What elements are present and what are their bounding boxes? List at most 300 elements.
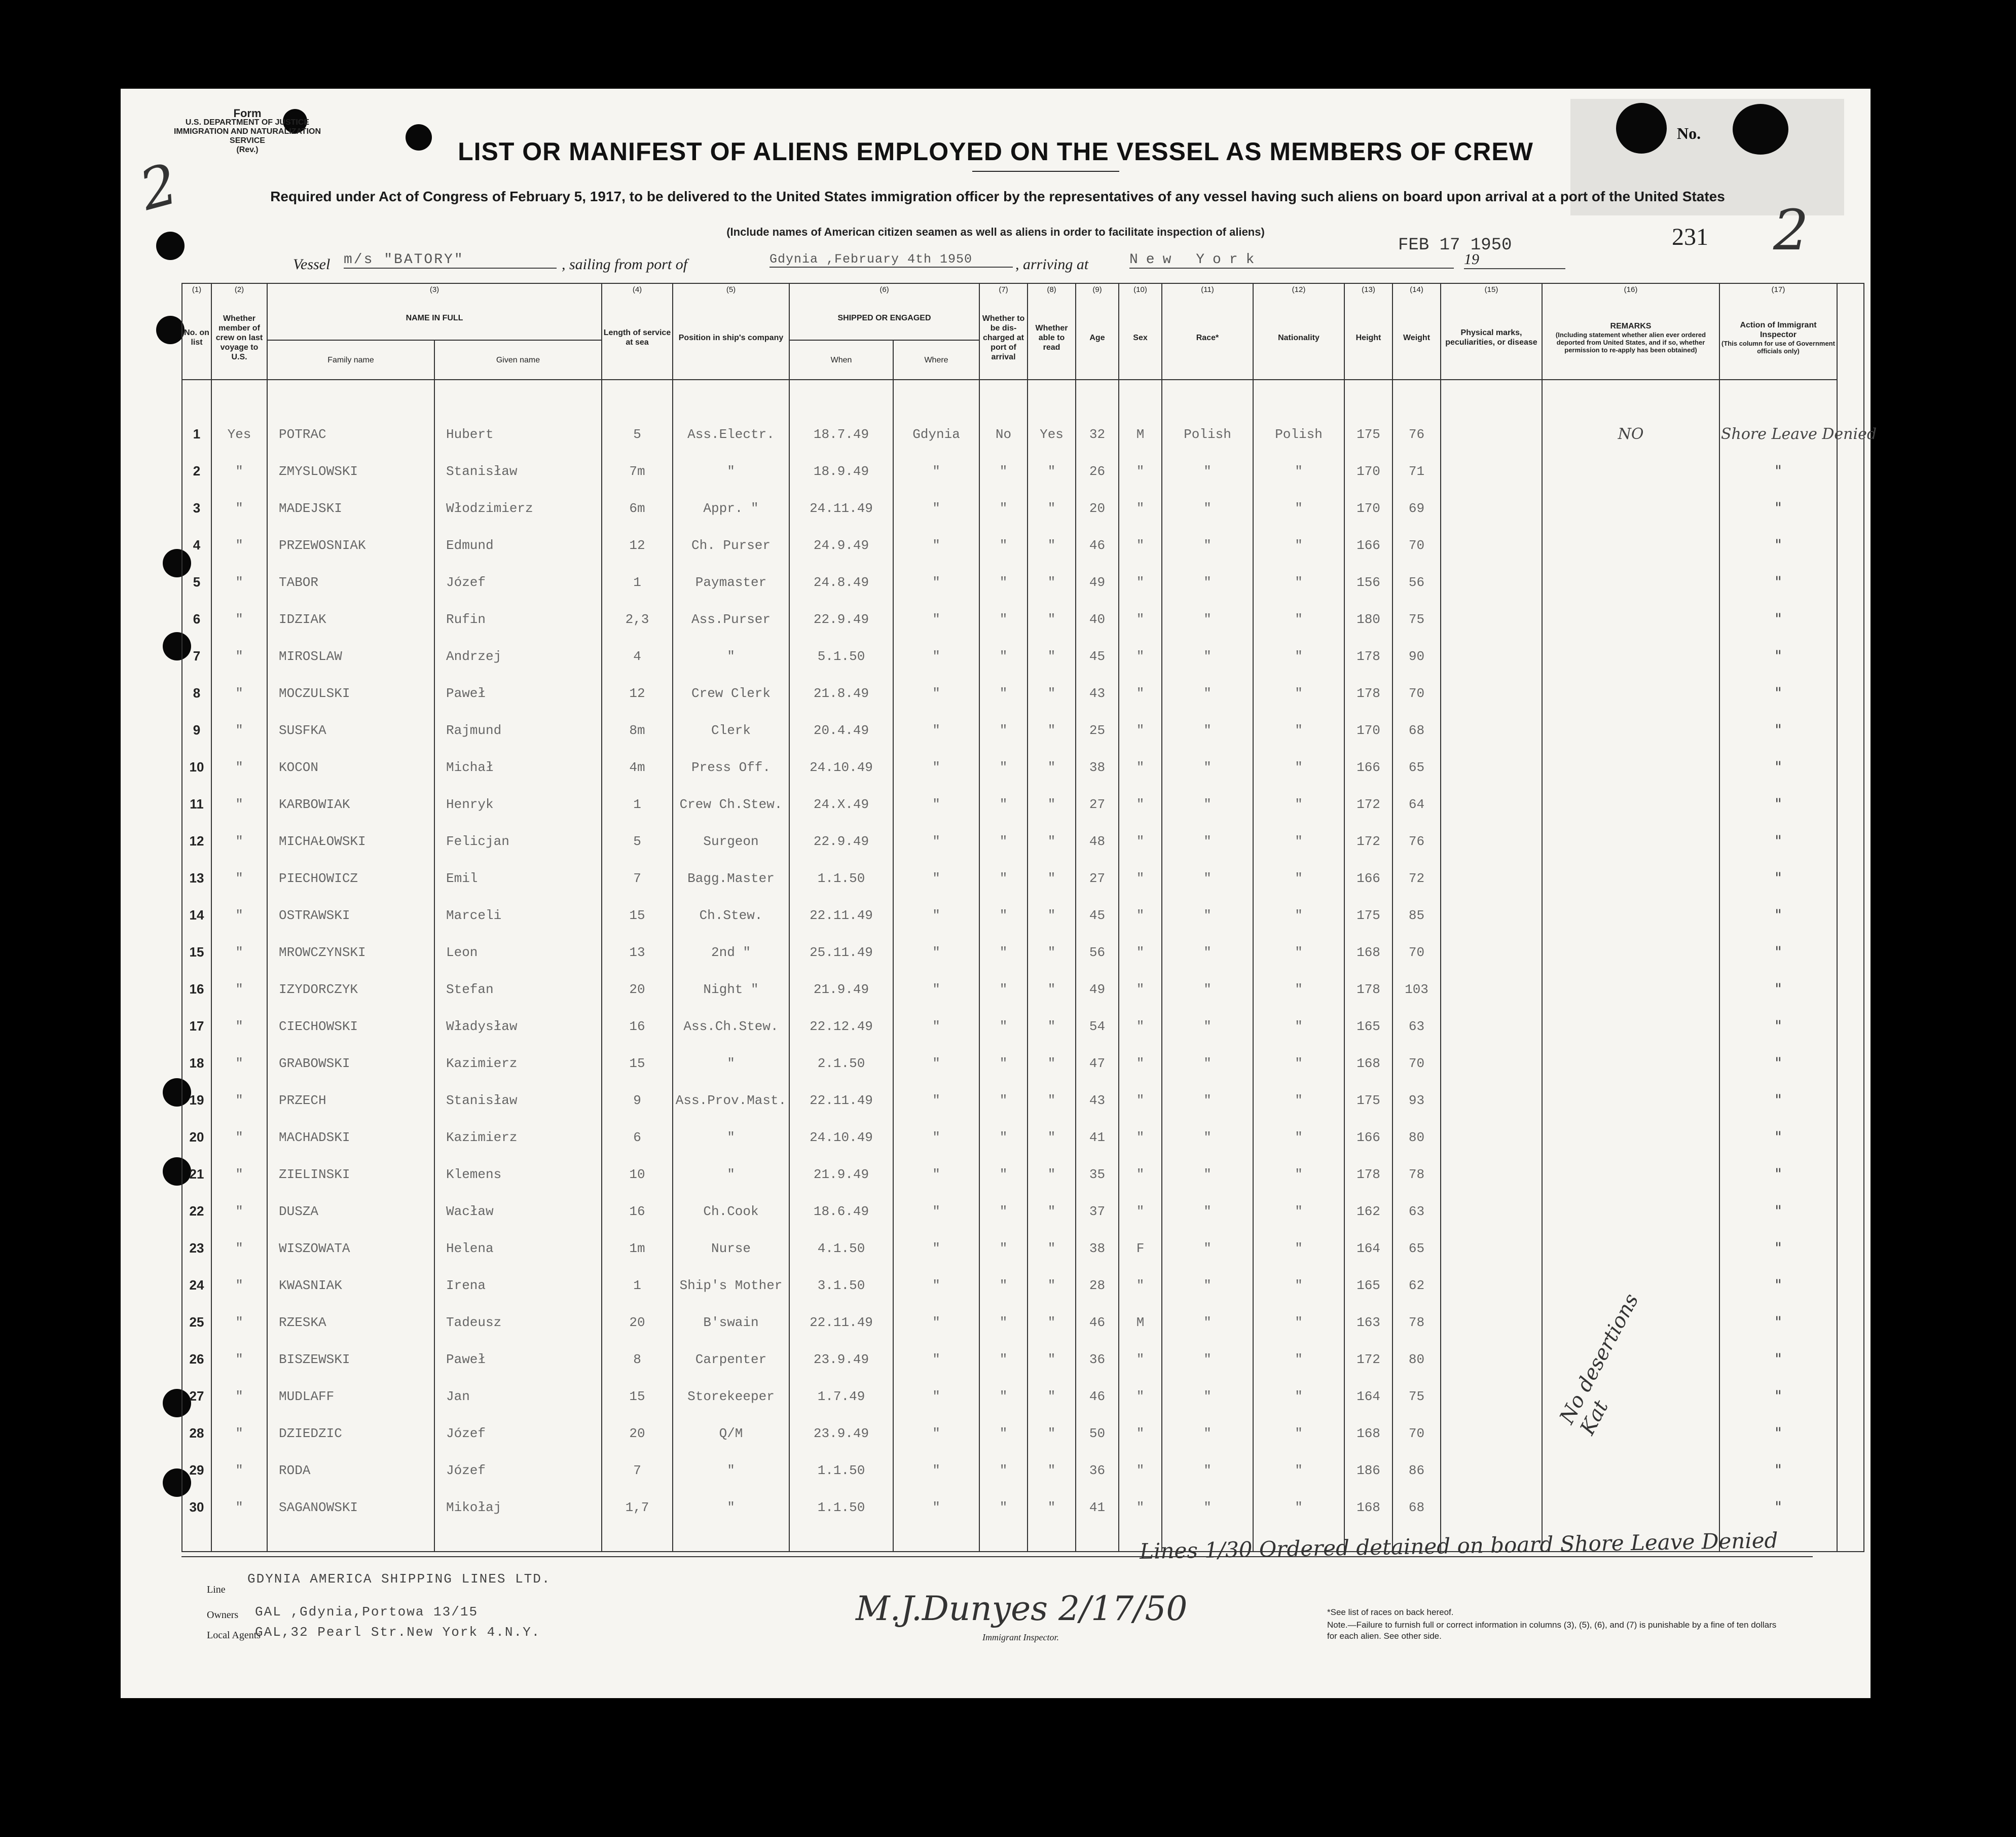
shipped-where-cell: " bbox=[893, 860, 979, 897]
blank-cell bbox=[1837, 749, 1864, 786]
height-cell: 175 bbox=[1344, 416, 1392, 453]
position-cell: Crew Clerk bbox=[673, 675, 789, 712]
service-cell: 6 bbox=[602, 1119, 673, 1156]
shipped-when-cell: 21.9.49 bbox=[789, 1156, 893, 1193]
blank-cell bbox=[1837, 971, 1864, 1008]
discharged-cell: " bbox=[979, 1156, 1028, 1193]
blank-column bbox=[1837, 283, 1864, 380]
height-cell: 170 bbox=[1344, 490, 1392, 527]
shipped-when-cell: 22.9.49 bbox=[789, 823, 893, 860]
age-cell: 45 bbox=[1076, 897, 1119, 934]
discharged-cell: " bbox=[979, 453, 1028, 490]
blank-cell bbox=[1837, 1378, 1864, 1415]
family-name-cell: KOCON bbox=[267, 749, 434, 786]
shipped-when-cell: 24.8.49 bbox=[789, 564, 893, 601]
family-name-cell: BISZEWSKI bbox=[267, 1341, 434, 1378]
col-header-position: Position in ship's company bbox=[673, 296, 789, 380]
nationality-cell: " bbox=[1253, 453, 1344, 490]
remarks-cell bbox=[1542, 638, 1719, 675]
discharged-cell: " bbox=[979, 1267, 1028, 1304]
col-num-4: (4) bbox=[602, 283, 673, 296]
age-cell: 49 bbox=[1076, 564, 1119, 601]
discharged-cell: " bbox=[979, 1119, 1028, 1156]
weight-cell: 68 bbox=[1392, 1489, 1441, 1526]
given-name-cell: Włodzimierz bbox=[434, 490, 602, 527]
position-cell: Press Off. bbox=[673, 749, 789, 786]
shipped-when-cell: 24.X.49 bbox=[789, 786, 893, 823]
remarks-cell bbox=[1542, 749, 1719, 786]
last-voyage-cell: " bbox=[211, 1341, 267, 1378]
weight-cell: 56 bbox=[1392, 564, 1441, 601]
nationality-cell: " bbox=[1253, 749, 1344, 786]
service-cell: 10 bbox=[602, 1156, 673, 1193]
service-cell: 7 bbox=[602, 1452, 673, 1489]
height-cell: 168 bbox=[1344, 1489, 1392, 1526]
position-cell: Ship's Mother bbox=[673, 1267, 789, 1304]
shipped-when-cell: 18.7.49 bbox=[789, 416, 893, 453]
sailing-from: Gdynia ,February 4th 1950 bbox=[769, 252, 1013, 268]
sex-cell: " bbox=[1119, 1008, 1162, 1045]
service-cell: 1m bbox=[602, 1230, 673, 1267]
nationality-cell: " bbox=[1253, 1304, 1344, 1341]
weight-cell: 70 bbox=[1392, 1415, 1441, 1452]
col-num-12: (12) bbox=[1253, 283, 1344, 296]
read-cell: " bbox=[1028, 453, 1076, 490]
last-voyage-cell: " bbox=[211, 1489, 267, 1526]
shipped-where-cell: " bbox=[893, 527, 979, 564]
height-cell: 162 bbox=[1344, 1193, 1392, 1230]
age-cell: 20 bbox=[1076, 490, 1119, 527]
height-cell: 178 bbox=[1344, 971, 1392, 1008]
shipped-where-cell: " bbox=[893, 601, 979, 638]
blank-cell bbox=[1837, 1267, 1864, 1304]
height-cell: 165 bbox=[1344, 1008, 1392, 1045]
sex-cell: " bbox=[1119, 1341, 1162, 1378]
col-header-last-voyage: Whether member of crew on last voyage to U.S. bbox=[211, 296, 267, 380]
table-row bbox=[182, 1156, 1864, 1193]
height-cell: 186 bbox=[1344, 1452, 1392, 1489]
col-num-8: (8) bbox=[1028, 283, 1076, 296]
height-cell: 166 bbox=[1344, 860, 1392, 897]
family-name-cell: SUSFKA bbox=[267, 712, 434, 749]
no-cell: 25 bbox=[182, 1304, 211, 1341]
blank-cell bbox=[1837, 786, 1864, 823]
position-cell: Q/M bbox=[673, 1415, 789, 1452]
title-underline bbox=[972, 171, 1119, 172]
action-cell: " bbox=[1719, 638, 1837, 675]
race-cell: " bbox=[1162, 1008, 1253, 1045]
position-cell: Ch. Purser bbox=[673, 527, 789, 564]
position-cell: " bbox=[673, 638, 789, 675]
last-voyage-cell: " bbox=[211, 675, 267, 712]
table-row bbox=[182, 564, 1864, 601]
sex-cell: " bbox=[1119, 1193, 1162, 1230]
table-row bbox=[182, 416, 1864, 453]
nationality-cell: " bbox=[1253, 601, 1344, 638]
nationality-cell: " bbox=[1253, 934, 1344, 971]
action-cell: " bbox=[1719, 453, 1837, 490]
service-cell: 16 bbox=[602, 1193, 673, 1230]
height-cell: 180 bbox=[1344, 601, 1392, 638]
position-cell: Appr. " bbox=[673, 490, 789, 527]
shipped-when-cell: 1.1.50 bbox=[789, 860, 893, 897]
physical-cell bbox=[1441, 1378, 1542, 1415]
action-cell: " bbox=[1719, 1267, 1837, 1304]
footer-rule bbox=[181, 1556, 1813, 1557]
family-name-cell: OSTRAWSKI bbox=[267, 897, 434, 934]
race-cell: " bbox=[1162, 749, 1253, 786]
height-cell: 156 bbox=[1344, 564, 1392, 601]
table-row bbox=[182, 823, 1864, 860]
sex-cell: " bbox=[1119, 453, 1162, 490]
family-name-cell: MICHAŁOWSKI bbox=[267, 823, 434, 860]
nationality-cell: " bbox=[1253, 1341, 1344, 1378]
physical-cell bbox=[1441, 564, 1542, 601]
position-cell: Bagg.Master bbox=[673, 860, 789, 897]
service-cell: 20 bbox=[602, 971, 673, 1008]
given-name-cell: Józef bbox=[434, 1452, 602, 1489]
blank-cell bbox=[1837, 1156, 1864, 1193]
discharged-cell: " bbox=[979, 1304, 1028, 1341]
given-name-cell: Stanisław bbox=[434, 1082, 602, 1119]
remarks-cell bbox=[1542, 675, 1719, 712]
age-cell: 46 bbox=[1076, 527, 1119, 564]
age-cell: 32 bbox=[1076, 416, 1119, 453]
agents-value: GAL,32 Pearl Str.New York 4.N.Y. bbox=[255, 1625, 541, 1640]
punch-hole bbox=[156, 316, 185, 344]
nationality-cell: " bbox=[1253, 971, 1344, 1008]
age-cell: 40 bbox=[1076, 601, 1119, 638]
family-name-cell: CIECHOWSKI bbox=[267, 1008, 434, 1045]
shipped-where-cell: " bbox=[893, 1304, 979, 1341]
weight-cell: 65 bbox=[1392, 1230, 1441, 1267]
table-row bbox=[182, 601, 1864, 638]
col-num-16: (16) bbox=[1542, 283, 1719, 296]
service-cell: 4 bbox=[602, 638, 673, 675]
discharged-cell: " bbox=[979, 897, 1028, 934]
race-cell: " bbox=[1162, 564, 1253, 601]
shipped-when-cell: 22.9.49 bbox=[789, 601, 893, 638]
race-cell: " bbox=[1162, 897, 1253, 934]
shipped-where-cell: " bbox=[893, 1489, 979, 1526]
sex-cell: " bbox=[1119, 712, 1162, 749]
arrival-date-stamp: FEB 17 1950 bbox=[1398, 236, 1512, 255]
remarks-cell bbox=[1542, 860, 1719, 897]
blank-cell bbox=[1837, 1230, 1864, 1267]
position-cell: " bbox=[673, 453, 789, 490]
weight-cell: 85 bbox=[1392, 897, 1441, 934]
action-cell: " bbox=[1719, 860, 1837, 897]
weight-cell: 64 bbox=[1392, 786, 1441, 823]
family-name-cell: WISZOWATA bbox=[267, 1230, 434, 1267]
col-num-1: (1) bbox=[182, 283, 211, 296]
no-cell: 7 bbox=[182, 638, 211, 675]
action-cell: " bbox=[1719, 1082, 1837, 1119]
physical-cell bbox=[1441, 1304, 1542, 1341]
col-num-15: (15) bbox=[1441, 283, 1542, 296]
physical-cell bbox=[1441, 1341, 1542, 1378]
shipped-where-cell: " bbox=[893, 490, 979, 527]
remarks-annotation: No desertions Kat bbox=[1555, 1290, 1643, 1439]
height-cell: 172 bbox=[1344, 786, 1392, 823]
discharged-cell: No bbox=[979, 416, 1028, 453]
last-voyage-cell: " bbox=[211, 1230, 267, 1267]
given-name-cell: Leon bbox=[434, 934, 602, 971]
physical-cell bbox=[1441, 1045, 1542, 1082]
column-header-row bbox=[182, 296, 1864, 340]
action-cell: " bbox=[1719, 934, 1837, 971]
last-voyage-cell: " bbox=[211, 527, 267, 564]
shipped-where-cell: " bbox=[893, 712, 979, 749]
shipped-when-cell: 22.11.49 bbox=[789, 897, 893, 934]
physical-cell bbox=[1441, 601, 1542, 638]
sex-cell: " bbox=[1119, 601, 1162, 638]
given-name-cell: Rufin bbox=[434, 601, 602, 638]
weight-cell: 78 bbox=[1392, 1304, 1441, 1341]
age-cell: 37 bbox=[1076, 1193, 1119, 1230]
remarks-cell bbox=[1542, 1008, 1719, 1045]
sex-cell: " bbox=[1119, 1082, 1162, 1119]
last-voyage-cell: " bbox=[211, 897, 267, 934]
service-cell: 20 bbox=[602, 1304, 673, 1341]
position-cell: B'swain bbox=[673, 1304, 789, 1341]
action-cell: " bbox=[1719, 971, 1837, 1008]
race-cell: " bbox=[1162, 934, 1253, 971]
sex-cell: F bbox=[1119, 1230, 1162, 1267]
shipped-when-cell: 23.9.49 bbox=[789, 1341, 893, 1378]
action-cell: Shore Leave Denied bbox=[1719, 416, 1837, 453]
action-cell: " bbox=[1719, 527, 1837, 564]
last-voyage-cell: " bbox=[211, 601, 267, 638]
race-cell: " bbox=[1162, 1230, 1253, 1267]
nationality-cell: " bbox=[1253, 1378, 1344, 1415]
col-header-nationality: Nationality bbox=[1253, 296, 1344, 380]
race-cell: " bbox=[1162, 1267, 1253, 1304]
race-cell: " bbox=[1162, 712, 1253, 749]
last-voyage-cell: " bbox=[211, 1304, 267, 1341]
physical-cell bbox=[1441, 897, 1542, 934]
blank-cell bbox=[1837, 1304, 1864, 1341]
action-cell: " bbox=[1719, 1119, 1837, 1156]
physical-cell bbox=[1441, 860, 1542, 897]
given-name-cell: Mikołaj bbox=[434, 1489, 602, 1526]
owners-value: GAL ,Gdynia,Portowa 13/15 bbox=[255, 1604, 479, 1620]
remarks-cell bbox=[1542, 1082, 1719, 1119]
nationality-cell: " bbox=[1253, 1267, 1344, 1304]
family-name-cell: DUSZA bbox=[267, 1193, 434, 1230]
read-cell: " bbox=[1028, 1304, 1076, 1341]
discharged-cell: " bbox=[979, 786, 1028, 823]
action-title: Action of Immigrant Inspector bbox=[1740, 321, 1817, 339]
last-voyage-cell: " bbox=[211, 860, 267, 897]
weight-cell: 63 bbox=[1392, 1193, 1441, 1230]
race-cell: " bbox=[1162, 638, 1253, 675]
last-voyage-cell: " bbox=[211, 1378, 267, 1415]
blank-cell bbox=[1837, 1119, 1864, 1156]
position-cell: " bbox=[673, 1119, 789, 1156]
blank-cell bbox=[1837, 1415, 1864, 1452]
weight-cell: 70 bbox=[1392, 934, 1441, 971]
discharged-cell: " bbox=[979, 749, 1028, 786]
races-note: *See list of races on back hereof. bbox=[1327, 1607, 1454, 1617]
table-row bbox=[182, 1193, 1864, 1230]
action-sub: (This column for use of Government officials only) bbox=[1721, 340, 1835, 355]
shipped-when-cell: 24.10.49 bbox=[789, 749, 893, 786]
shipped-where-cell: " bbox=[893, 1008, 979, 1045]
col-num-13: (13) bbox=[1344, 283, 1392, 296]
read-cell: " bbox=[1028, 1489, 1076, 1526]
col-num-11: (11) bbox=[1162, 283, 1253, 296]
service-cell: 5 bbox=[602, 823, 673, 860]
table-row bbox=[182, 749, 1864, 786]
position-cell: Paymaster bbox=[673, 564, 789, 601]
shipped-where-cell: " bbox=[893, 1119, 979, 1156]
read-cell: " bbox=[1028, 1341, 1076, 1378]
table-row bbox=[182, 1008, 1864, 1045]
service-cell: 8m bbox=[602, 712, 673, 749]
blank-cell bbox=[1837, 453, 1864, 490]
shipped-when-cell: 22.11.49 bbox=[789, 1304, 893, 1341]
form-service: IMMIGRATION AND NATURALIZATION SERVICE bbox=[173, 127, 321, 145]
action-cell: " bbox=[1719, 1415, 1837, 1452]
col-num-6: (6) bbox=[789, 283, 979, 296]
line-label: Line bbox=[207, 1584, 226, 1595]
last-voyage-cell: " bbox=[211, 564, 267, 601]
col-header-name: NAME IN FULL bbox=[267, 296, 602, 340]
sex-cell: " bbox=[1119, 934, 1162, 971]
service-cell: 15 bbox=[602, 1045, 673, 1082]
col-header-where: Where bbox=[893, 340, 979, 380]
discharged-cell: " bbox=[979, 1415, 1028, 1452]
age-cell: 56 bbox=[1076, 934, 1119, 971]
shipped-when-cell: 3.1.50 bbox=[789, 1267, 893, 1304]
read-cell: " bbox=[1028, 1415, 1076, 1452]
action-cell: " bbox=[1719, 786, 1837, 823]
table-row bbox=[182, 1452, 1864, 1489]
sex-cell: " bbox=[1119, 675, 1162, 712]
col-header-no: No. on list bbox=[182, 296, 211, 380]
shipped-where-cell: " bbox=[893, 1452, 979, 1489]
shipped-when-cell: 1.1.50 bbox=[789, 1452, 893, 1489]
remarks-cell bbox=[1542, 823, 1719, 860]
age-cell: 41 bbox=[1076, 1489, 1119, 1526]
col-header-discharged: Whether to be dis-charged at port of arrival bbox=[979, 296, 1028, 380]
height-cell: 178 bbox=[1344, 638, 1392, 675]
family-name-cell: IDZIAK bbox=[267, 601, 434, 638]
discharged-cell: " bbox=[979, 971, 1028, 1008]
weight-cell: 75 bbox=[1392, 1378, 1441, 1415]
col-num-14: (14) bbox=[1392, 283, 1441, 296]
race-cell: " bbox=[1162, 1045, 1253, 1082]
col-header-sex: Sex bbox=[1119, 296, 1162, 380]
read-cell: " bbox=[1028, 1119, 1076, 1156]
age-cell: 27 bbox=[1076, 786, 1119, 823]
height-cell: 170 bbox=[1344, 712, 1392, 749]
shipped-when-cell: 25.11.49 bbox=[789, 934, 893, 971]
read-cell: " bbox=[1028, 1156, 1076, 1193]
race-cell: " bbox=[1162, 1193, 1253, 1230]
shipped-when-cell: 4.1.50 bbox=[789, 1230, 893, 1267]
given-name-cell: Irena bbox=[434, 1267, 602, 1304]
sailing-label: , sailing from port of bbox=[562, 256, 688, 273]
shipped-where-cell: " bbox=[893, 675, 979, 712]
nationality-cell: " bbox=[1253, 490, 1344, 527]
age-cell: 35 bbox=[1076, 1156, 1119, 1193]
slip-number-label: No. bbox=[1677, 124, 1701, 142]
no-cell: 10 bbox=[182, 749, 211, 786]
position-cell: Ass.Ch.Stew. bbox=[673, 1008, 789, 1045]
manifest-sheet bbox=[121, 89, 1877, 1698]
position-cell: Carpenter bbox=[673, 1341, 789, 1378]
shipped-where-cell: " bbox=[893, 1082, 979, 1119]
col-num-9: (9) bbox=[1076, 283, 1119, 296]
nationality-cell: " bbox=[1253, 1008, 1344, 1045]
service-cell: 7 bbox=[602, 860, 673, 897]
height-cell: 168 bbox=[1344, 1415, 1392, 1452]
shipped-when-cell: 1.7.49 bbox=[789, 1378, 893, 1415]
given-name-cell: Emil bbox=[434, 860, 602, 897]
col-num-3: (3) bbox=[267, 283, 602, 296]
given-name-cell: Hubert bbox=[434, 416, 602, 453]
service-cell: 8 bbox=[602, 1341, 673, 1378]
shipped-when-cell: 24.11.49 bbox=[789, 490, 893, 527]
remarks-cell bbox=[1542, 934, 1719, 971]
shipped-where-cell: " bbox=[893, 1415, 979, 1452]
age-cell: 46 bbox=[1076, 1304, 1119, 1341]
given-name-cell: Wacław bbox=[434, 1193, 602, 1230]
race-cell: " bbox=[1162, 453, 1253, 490]
nationality-cell: " bbox=[1253, 638, 1344, 675]
weight-cell: 103 bbox=[1392, 971, 1441, 1008]
race-cell: " bbox=[1162, 601, 1253, 638]
sex-cell: " bbox=[1119, 786, 1162, 823]
given-name-cell: Marceli bbox=[434, 897, 602, 934]
no-cell: 13 bbox=[182, 860, 211, 897]
action-cell: " bbox=[1719, 1452, 1837, 1489]
height-cell: 168 bbox=[1344, 1045, 1392, 1082]
given-name-cell: Józef bbox=[434, 1415, 602, 1452]
read-cell: " bbox=[1028, 786, 1076, 823]
given-name-cell: Józef bbox=[434, 564, 602, 601]
no-cell: 27 bbox=[182, 1378, 211, 1415]
sex-cell: " bbox=[1119, 971, 1162, 1008]
read-cell: " bbox=[1028, 1008, 1076, 1045]
sex-cell: " bbox=[1119, 638, 1162, 675]
sex-cell: " bbox=[1119, 823, 1162, 860]
last-voyage-cell: " bbox=[211, 453, 267, 490]
service-cell: 15 bbox=[602, 1378, 673, 1415]
family-name-cell: MROWCZYNSKI bbox=[267, 934, 434, 971]
last-voyage-cell: " bbox=[211, 971, 267, 1008]
col-header-service: Length of service at sea bbox=[602, 296, 673, 380]
given-name-cell: Władysław bbox=[434, 1008, 602, 1045]
service-cell: 13 bbox=[602, 934, 673, 971]
sex-cell: " bbox=[1119, 564, 1162, 601]
sex-cell: M bbox=[1119, 416, 1162, 453]
last-voyage-cell: " bbox=[211, 1119, 267, 1156]
table-row bbox=[182, 971, 1864, 1008]
race-cell: " bbox=[1162, 1156, 1253, 1193]
blank-cell bbox=[1837, 1045, 1864, 1082]
service-cell: 1 bbox=[602, 1267, 673, 1304]
given-name-cell: Andrzej bbox=[434, 638, 602, 675]
position-cell: Crew Ch.Stew. bbox=[673, 786, 789, 823]
last-voyage-cell: " bbox=[211, 1008, 267, 1045]
nationality-cell: " bbox=[1253, 1082, 1344, 1119]
discharged-cell: " bbox=[979, 934, 1028, 971]
given-name-cell: Kazimierz bbox=[434, 1045, 602, 1082]
nationality-cell: " bbox=[1253, 1415, 1344, 1452]
